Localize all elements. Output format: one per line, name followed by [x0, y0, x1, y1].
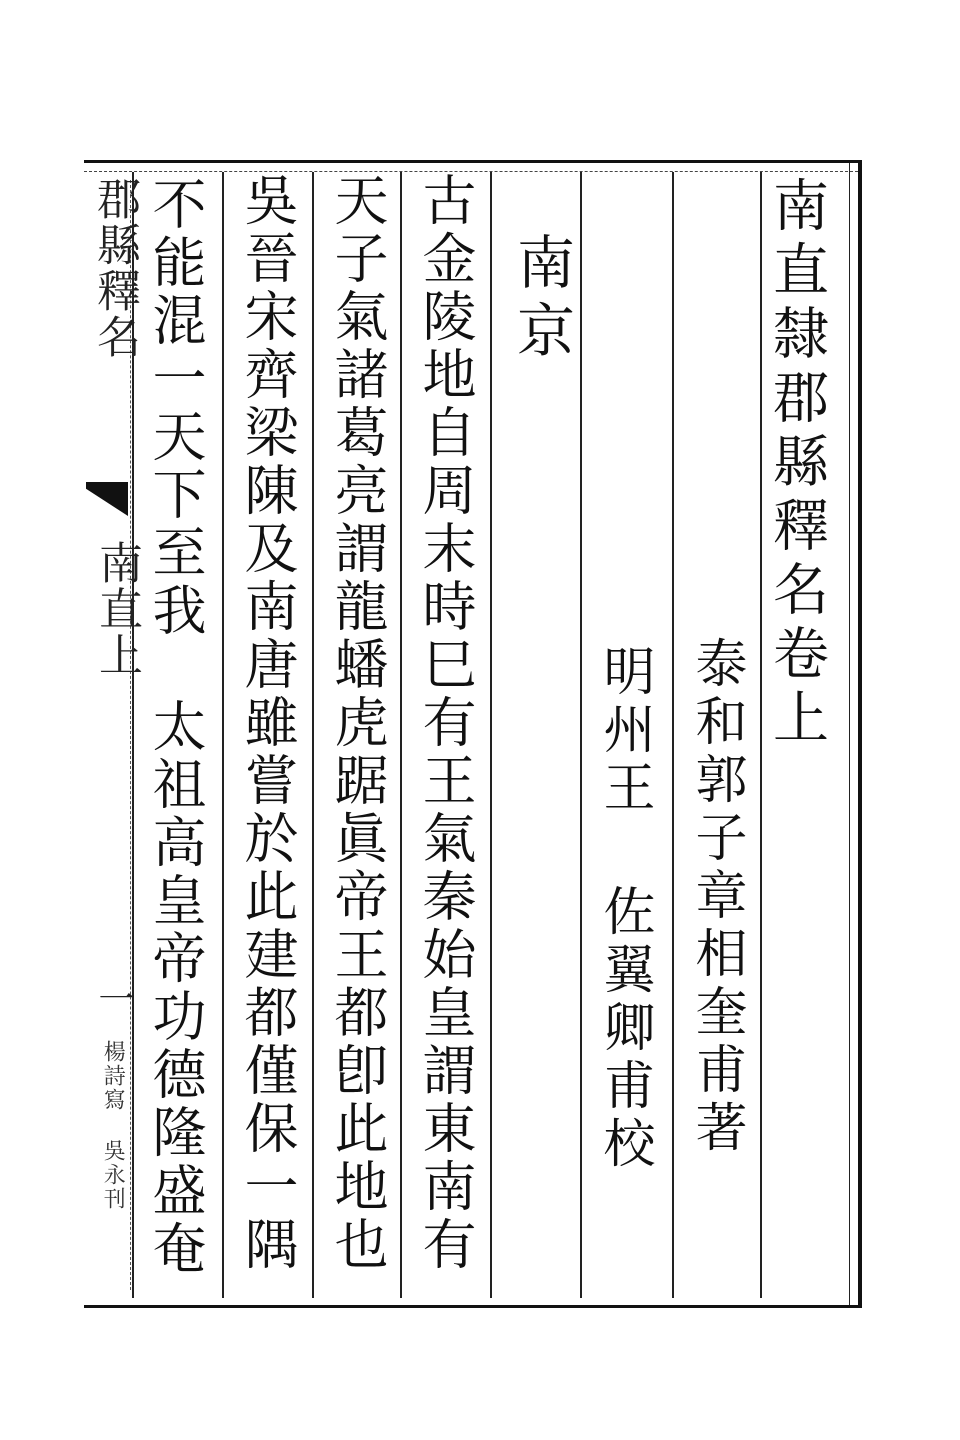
book-title: 南直隸郡縣釋名卷上: [764, 176, 829, 752]
column-rule: [580, 172, 582, 1298]
column-rule: [490, 172, 492, 1298]
editor-line: 明州王 佐翼卿甫校: [594, 644, 654, 1174]
column-rule: [222, 172, 224, 1298]
text-column-1: 古金陵地自周末時巳有王氣秦始皇謂東南有: [414, 172, 477, 1274]
section-heading: 南京: [507, 232, 575, 368]
text-column-2: 天子氣諸葛亮謂龍蟠虎踞眞帝王都卽此地也: [326, 172, 389, 1274]
column-rule: [760, 172, 762, 1298]
margin-section: 南直上: [91, 540, 142, 678]
publisher-credit: 楊詩寫 吳永刊: [100, 1040, 126, 1211]
column-rule: [400, 172, 402, 1298]
text-column-3: 吳晉宋齊梁陳及南唐雖嘗於此建都僅保一隅: [236, 172, 299, 1274]
column-rule: [312, 172, 314, 1298]
author-line: 泰和郭子章相奎甫著: [686, 636, 746, 1158]
column-rule: [672, 172, 674, 1298]
leaf-number: 一: [93, 980, 134, 1016]
text-column-4: 不能混一天下至我 太祖高皇帝功德隆盛奄: [144, 176, 207, 1278]
margin-book-title: 郡縣釋名: [89, 176, 140, 360]
